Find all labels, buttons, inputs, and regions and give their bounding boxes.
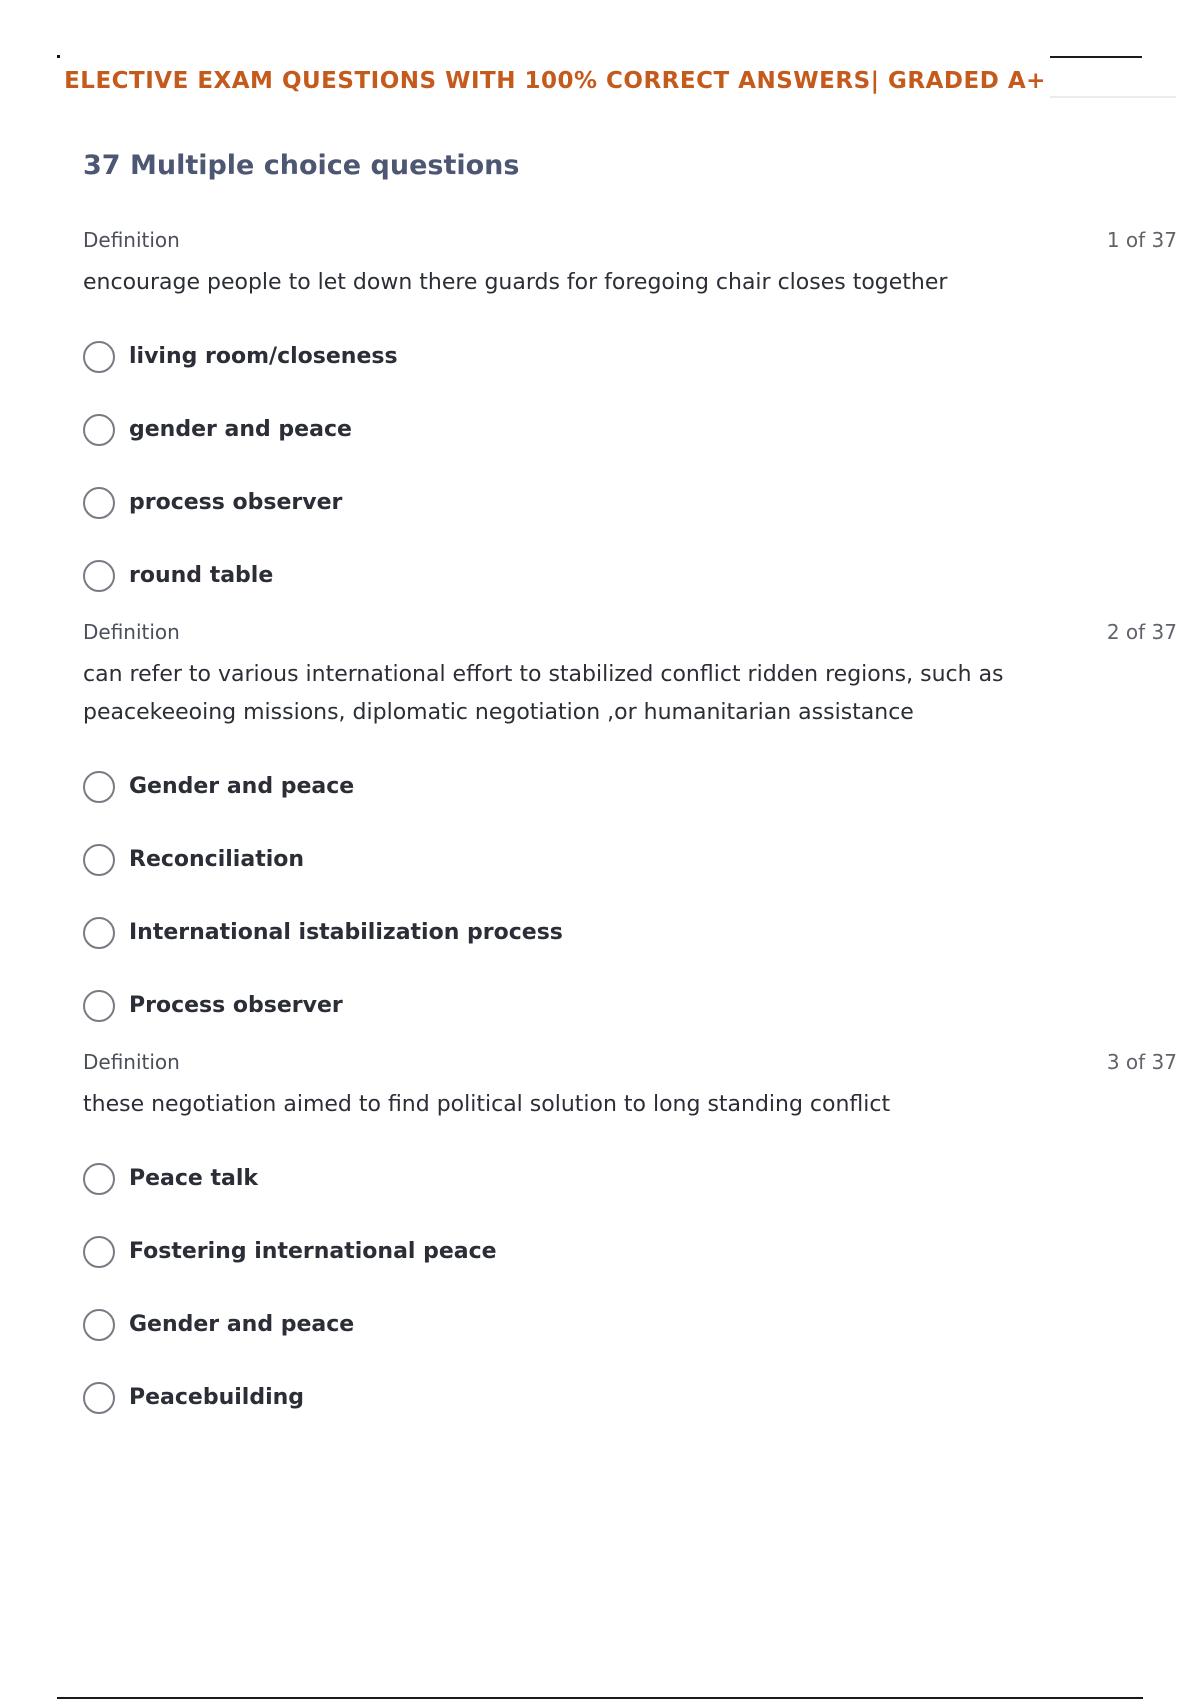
answer-option-label: living room/closeness	[129, 344, 398, 369]
question-text: encourage people to let down there guards for foregoing chair closes together	[83, 270, 948, 295]
answer-option-label: Gender and peace	[129, 1312, 355, 1337]
answer-option[interactable]	[83, 969, 1177, 1042]
answer-option[interactable]	[83, 320, 1177, 393]
answer-option[interactable]	[83, 896, 1177, 969]
answer-option-label: Peace talk	[129, 1166, 259, 1191]
question-type-label: Definition	[83, 620, 180, 644]
question-counter: 1 of 37	[1106, 228, 1177, 252]
answer-option[interactable]	[83, 1288, 1177, 1361]
question-counter: 2 of 37	[1106, 620, 1177, 644]
question-card-1	[83, 228, 1177, 612]
radio-button-icon[interactable]	[83, 560, 115, 592]
answer-options	[83, 320, 1177, 612]
radio-button-icon[interactable]	[83, 414, 115, 446]
answer-option[interactable]	[83, 823, 1177, 896]
header-rule	[1050, 56, 1142, 58]
question-card-2	[83, 620, 1177, 1042]
answer-option-label: gender and peace	[129, 417, 352, 442]
question-type-label: Definition	[83, 1050, 180, 1074]
answer-option-label: Fostering international peace	[129, 1239, 497, 1264]
corner-mark	[57, 55, 60, 58]
question-text: can refer to various international effort to stabilized conflict ridden regions, such as peacekeeoing missions, diplomatic negotiation ,or humanitarian assistance	[83, 662, 1004, 725]
answer-option-label: International istabilization process	[129, 920, 563, 945]
footer-rule	[57, 1697, 1143, 1699]
answer-option[interactable]	[83, 1361, 1177, 1434]
question-text: these negotiation aimed to find political solution to long standing conflict	[83, 1092, 891, 1117]
radio-button-icon[interactable]	[83, 1309, 115, 1341]
answer-option-label: Process observer	[129, 993, 343, 1018]
question-type-label: Definition	[83, 228, 180, 252]
answer-option-label: process observer	[129, 490, 343, 515]
radio-button-icon[interactable]	[83, 487, 115, 519]
header-rule-faint	[1050, 96, 1176, 98]
answer-option[interactable]	[83, 466, 1177, 539]
question-card-3	[83, 1050, 1177, 1434]
radio-button-icon[interactable]	[83, 844, 115, 876]
answer-option-label: round table	[129, 563, 274, 588]
answer-option[interactable]	[83, 393, 1177, 466]
radio-button-icon[interactable]	[83, 341, 115, 373]
answer-option[interactable]	[83, 750, 1177, 823]
answer-option[interactable]	[83, 539, 1177, 612]
answer-option-label: Reconciliation	[129, 847, 305, 872]
answer-option[interactable]	[83, 1215, 1177, 1288]
radio-button-icon[interactable]	[83, 771, 115, 803]
answer-options	[83, 750, 1177, 1042]
answer-option-label: Peacebuilding	[129, 1385, 305, 1410]
radio-button-icon[interactable]	[83, 917, 115, 949]
answer-options	[83, 1142, 1177, 1434]
answer-option[interactable]	[83, 1142, 1177, 1215]
radio-button-icon[interactable]	[83, 1236, 115, 1268]
radio-button-icon[interactable]	[83, 990, 115, 1022]
question-counter: 3 of 37	[1106, 1050, 1177, 1074]
radio-button-icon[interactable]	[83, 1382, 115, 1414]
radio-button-icon[interactable]	[83, 1163, 115, 1195]
answer-option-label: Gender and peace	[129, 774, 355, 799]
question-set-heading: 37 Multiple choice questions	[83, 150, 520, 181]
document-title: ELECTIVE EXAM QUESTIONS WITH 100% CORRECT ANSWERS| GRADED A+	[64, 68, 1046, 94]
